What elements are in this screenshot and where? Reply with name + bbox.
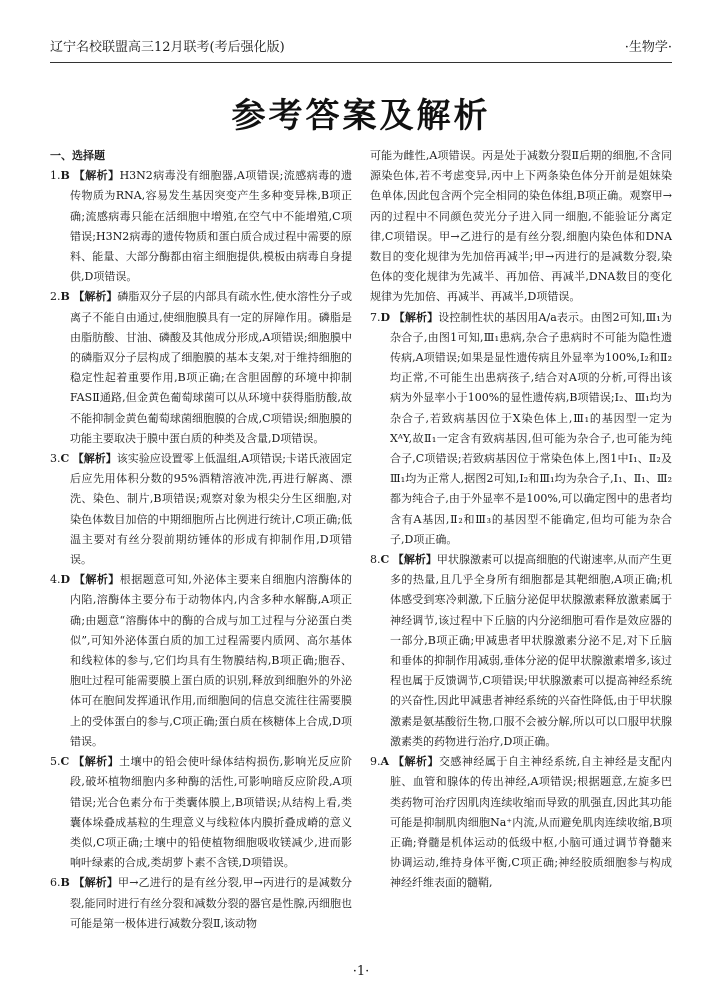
- left-column: [50, 146, 352, 934]
- answer-item: [50, 166, 352, 287]
- header-subject: ·生物学·: [624, 40, 672, 55]
- item-answer: D: [60, 573, 71, 587]
- item-text: 该实验应设置零上低温组,A项错误;卡诺氏液固定后应先用体积分数的95%酒精溶液冲洗,再进行解离、漂洗、染色、制片,B项错误;观察对象为根尖分生区细胞,对染色体数目加倍的中期细胞所占比例进行统计,C项正确;低温主要对有丝分裂前期纺锤体的形成有抑制作用,D项错误。: [70, 452, 352, 567]
- item-text: H3N2病毒没有细胞器,A项错误;流感病毒的遗传物质为RNA,容易发生基因突变产生多种变异株,B项正确;流感病毒只能在活细胞中增殖,在空气中不能增殖,C项错误;H3N2病毒的遗传物质和蛋白质合成过程中需要的原料、能量、大部分酶都由宿主细胞提供,模板由病毒自身提供,D项错误。: [70, 169, 352, 284]
- item-text: 甲状腺激素可以提高细胞的代谢速率,从而产生更多的热量,且几乎全身所有细胞都是其靶细胞,A项正确;机体感受到寒冷刺激,下丘脑分泌促甲状腺激素释放激素属于神经调节,该过程中下丘脑的内分泌细胞可看作是效应器的一部分,B项正确;甲减患者甲状腺激素分泌不足,对下丘脑和垂体的抑制作用减弱,垂体分泌的促甲状腺激素增多,该过程也属于反馈调节,C项错误;甲状腺激素可以提高神经系统的兴奋性,因此甲减患者神经系统的兴奋性降低,由于甲状腺激素是氨基酸衍生物,口服不会被分解,所以可以口服甲状腺激素类的药物进行治疗,D项正确。: [390, 553, 673, 748]
- item-tag: 【解析】: [72, 452, 117, 466]
- item-tag: 【解析】: [392, 553, 437, 567]
- item-number: 5.: [50, 755, 61, 769]
- answer-item: [50, 570, 352, 752]
- item-tag: 【解析】: [73, 755, 120, 769]
- item-number: 7.: [370, 310, 381, 324]
- item-answer: B: [60, 290, 70, 304]
- item-answer: D: [380, 310, 391, 324]
- item-number: 8.: [370, 553, 381, 567]
- page-number: ·1·: [352, 964, 370, 979]
- item-text: 交感神经属于自主神经系统,自主神经是支配内脏、血管和腺体的传出神经,A项错误;根据题意,左旋多巴类药物可治疗因肌肉连续收缩而导致的肌强直,因此其功能可能是抑制肌肉细胞Na⁺内流,从而避免肌肉连续收缩,B项正确;脊髓是机体运动的低级中枢,小脑可通过调节脊髓来协调运动,维持身体平衡,C项正确;神经胶质细胞参与构成神经纤维表面的髓鞘,: [390, 755, 673, 890]
- answer-item: [50, 287, 352, 449]
- item-number: 3.: [50, 452, 61, 466]
- item-tag: 【解析】: [393, 310, 439, 324]
- item-number: 9.: [370, 755, 381, 769]
- item-answer: C: [380, 553, 390, 567]
- item-number: 1.: [50, 169, 61, 183]
- page-title: 参考答案及解析: [231, 96, 491, 136]
- item-answer: A: [380, 755, 390, 769]
- item-text: 设控制性状的基因用A/a表示。由图2可知,Ⅲ₁为杂合子,由图1可知,Ⅲ₁患病,杂合子患病时不可能为隐性遗传病,A项错误;如果是显性遗传病且外显率为100%,Ⅰ₂和Ⅱ₂均正常,不可能生出患病孩子,结合对A项的分析,可得出该病为外显率小于100%的显性遗传病,B项错误;Ⅰ₂、Ⅲ₁均为杂合子,若致病基因位于X染色体上,Ⅲ₁的基因型一定为XᴬY,故Ⅱ₁一定含有致病基因,但可能为杂合子,也可能为纯合子,C项错误;若致病基因位于常染色体上,图1中Ⅰ₁、Ⅱ₂及Ⅲ₁均为正常人,据图2可知,Ⅰ₂和Ⅲ₁均为杂合子,Ⅰ₁、Ⅱ₁、Ⅲ₂都为纯合子,由于外显率不是100%,可以确定图中的患者均含有A基因,Ⅱ₂和Ⅲ₃的基因型不能确定,但均可能为杂合子,D项正确。: [390, 310, 672, 546]
- item-text: 磷脂双分子层的内部具有疏水性,使水溶性分子或离子不能自由通过,使细胞膜具有一定的屏障作用。磷脂是由脂肪酸、甘油、磷酸及其他成分形成,A项错误;细胞膜中的磷脂双分子层构成了细胞膜的基本支架,对于维持细胞的稳定性起着重要作用,B项正确;在含胆固醇的环境中抑制FASⅡ通路,但金黄色葡萄球菌可以从环境中获得脂肪酸,故不能抑制金黄色葡萄球菌细胞膜的合成,C项错误;细胞膜的功能主要取决于膜中蛋白质的种类及含量,D项错误。: [70, 290, 353, 445]
- answer-item: [370, 308, 672, 550]
- item-answer: B: [60, 169, 70, 183]
- answer-item: [50, 752, 352, 873]
- answer-item: [50, 873, 352, 934]
- item-number: 6.: [50, 876, 61, 890]
- item-text: 土壤中的铅会使叶绿体结构损伤,影响光反应阶段,破坏植物细胞内多种酶的活性,可影响暗反应阶段,A项错误;光合色素分布于类囊体膜上,B项错误;从结构上看,类囊体垛叠成基粒的生理意义与线粒体内膜折叠成嵴的意义类似,C项正确;土壤中的铅使植物细胞吸收镁减少,进而影响叶绿素的合成,类胡萝卜素不含镁,D项错误。: [70, 755, 353, 870]
- item-answer: B: [60, 876, 70, 890]
- answer-item: [370, 752, 672, 893]
- item-tag: 【解析】: [73, 169, 120, 183]
- answer-item: [370, 550, 672, 752]
- item-tag: 【解析】: [393, 755, 439, 769]
- section-heading: 一、选择题: [50, 149, 105, 162]
- page-header: [50, 38, 672, 63]
- continued-text: 可能为雌性,A项错误。丙是处于减数分裂Ⅱ后期的细胞,不含同源染色体,若不考虑变异,丙中上下两条染色体分开前是姐妹染色单体,因此包含两个完全相同的染色体组,B项正确。观察甲→丙的过程中不同颜色荧光分子进入同一细胞,不能验证分离定律,C项错误。甲→乙进行的是有丝分裂,细胞内染色体和DNA数目的变化规律为先加倍再减半;甲→丙进行的是减数分裂,染色体的变化规律为先减半、再加倍、再减半,DNA数目的变化规律为先加倍、再减半、再减半,D项错误。: [370, 149, 672, 304]
- item-tag: 【解析】: [73, 876, 119, 890]
- item-tag: 【解析】: [73, 290, 118, 304]
- right-column: [370, 146, 672, 894]
- item-number: 2.: [50, 290, 61, 304]
- item-text: 根据题意可知,外泌体主要来自细胞内溶酶体的内陷,溶酶体主要分布于动物体内,内含多种水解酶,A项正确;由题意“溶酶体中的酶的合成与加工过程与分泌蛋白类似”,可知外泌体蛋白质的加工过程需要内质网、高尔基体和线粒体的参与,它们均具有生物膜结构,B项正确;胞吞、胞吐过程可能需要膜上蛋白质的识别,释放到细胞外的外泌体可在胞间发挥通讯作用,而细胞间的信息交流往往需要膜上的受体蛋白的参与,C项正确;蛋白质在核糖体上合成,D项错误。: [70, 573, 353, 748]
- item-tag: 【解析】: [73, 573, 120, 587]
- item-answer: C: [60, 452, 70, 466]
- answer-item: [50, 449, 352, 570]
- item-answer: C: [60, 755, 70, 769]
- item-text: 甲→乙进行的是有丝分裂,甲→丙进行的是减数分裂,能同时进行有丝分裂和减数分裂的器官是性腺,丙细胞也可能是第一极体进行减数分裂Ⅱ,该动物: [70, 876, 353, 930]
- header-exam-title: 辽宁名校联盟高三12月联考(考后强化版): [50, 40, 285, 55]
- item-number: 4.: [50, 573, 61, 587]
